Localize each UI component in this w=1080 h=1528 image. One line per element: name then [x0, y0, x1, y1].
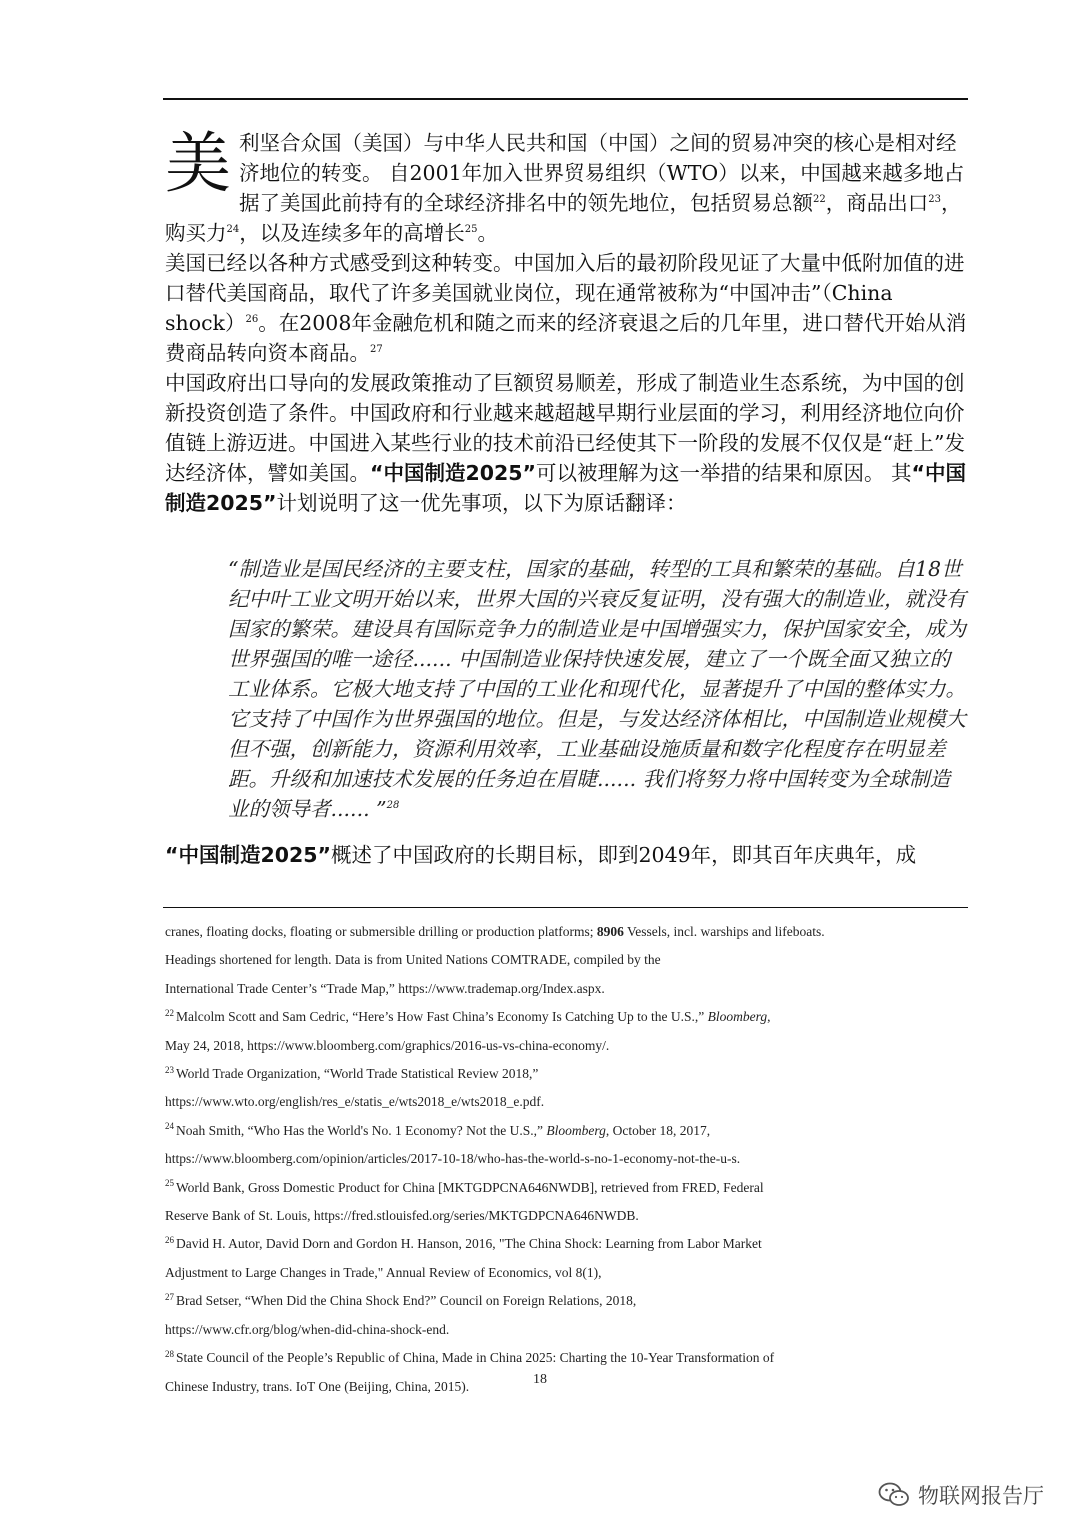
paragraph-1: 美利坚合众国（美国）与中华人民共和国（中国）之间的贸易冲突的核心是相对经济地位的转变。 自2001年加入世界贸易组织（WTO）以来，中国越来越多地占据了美国此前持有的全球经济排名中的领先地位，包括贸易总额$^{22}$，商品出口$^{23}$，购买力$^{24}$，以及连续多年的高增长$^{25}$。 — [165, 125, 965, 245]
footnotes — [165, 918, 967, 1401]
footnote-24: $^{24}$ Noah Smith, “Who Has the World's No. 1 Economy? Not the U.S.,” Bloomberg, October 18, 2017, — [165, 1121, 711, 1138]
footnote-ref[interactable]: 22 — [813, 194, 826, 206]
footnote-rule — [163, 907, 968, 908]
paragraph-4: “中国制造2025”概述了中国政府的长期目标，即到2049年，即其百年庆典年，成 — [165, 843, 917, 867]
footnote-27: $^{27}$ Brad Setser, “When Did the China Shock End?” Council on Foreign Relations, 2018, — [165, 1291, 637, 1309]
footnote-line: cranes, floating docks, floating or submersible drilling or production platforms; 8906 Vessels, incl. warships and lifeboats. — [165, 924, 825, 939]
footnote-28: $^{28}$ State Council of the People’s Republic of China, Made in China 2025: Charting the 10-Year Transformation of — [165, 1348, 775, 1366]
page-number: 18 — [533, 1372, 547, 1387]
footnote-line: Adjustment to Large Changes in Trade," Annual Review of Economics, vol 8(1), — [165, 1264, 602, 1280]
watermark-text: 物联网报告厅 — [918, 1484, 1044, 1508]
footnote-line[interactable]: Reserve Bank of St. Louis, https://fred.stlouisfed.org/series/MKTGDPCNA646NWDB. — [165, 1208, 639, 1224]
block-quote: “制造业是国民经济的主要支柱，国家的基础，转型的工具和繁荣的基础。自18世纪中叶工业文明开始以来，世界大国的兴衰反复证明，没有强大的制造业，就没有国家的繁荣。建设具有国际竞争力的制造业是中国增强实力，保护国家安全，成为世界强国的唯一途径...... 中国制造业保持快速发展，建立了一个既全面又独立的工业体系。它极大地支持了中国的工业化和现代化，显著提升了中国的整体实力。它支持了中国作为世界强国的地位。但是，与发达经济体相比，中国制造业规模大但不强，创新能力，资源利用效率，工业基础设施质量和数字化程度存在明显差距。升级和加速技术发展的任务迫在眉睫...... 我们将努力将中国转变为全球制造业的领导者...... ”$^{28}$ — [228, 557, 966, 821]
paragraph-3: 中国政府出口导向的发展政策推动了巨额贸易顺差，形成了制造业生态系统，为中国的创新投资创造了条件。中国政府和行业越来越超越早期行业层面的学习，利用经济地位向价值链上游迈进。中国进入某些行业的技术前沿已经使其下一阶段的发展不仅仅是“赶上”发达经济体，譬如美国。“中国制造2025”可以被理解为这一举措的结果和原因。 其“中国制造2025”计划说明了这一优先事项，以下为原话翻译： — [165, 371, 967, 515]
footnote-line[interactable]: https://www.wto.org/english/res_e/statis_e/wts2018_e/wts2018_e.pdf. — [165, 1094, 545, 1110]
drop-cap: 美 — [165, 125, 231, 202]
main-body — [165, 125, 967, 518]
paragraph-2: 美国已经以各种方式感受到这种转变。中国加入后的最初阶段见证了大量中低附加值的进口替代美国商品，取代了许多美国就业岗位，现在通常被称为“中国冲击”（China shock）$^{26}$。在2008年金融危机和随之而来的经济衰退之后的几年里，进口替代开始从消费商品转向资本商品。$^{27}$ — [165, 251, 967, 365]
made-in-china-2025-term: “中国制造2025” — [165, 843, 332, 867]
footnote-ref[interactable]: 25 — [464, 224, 478, 236]
footnote-line: Headings shortened for length. Data is from United Nations COMTRADE, compiled by the — [165, 952, 661, 968]
footnote-line: International Trade Center’s “Trade Map,” https://www.trademap.org/Index.aspx. — [165, 980, 605, 996]
footnote-line: Chinese Industry, trans. IoT One (Beijing, China, 2015). — [165, 1378, 470, 1394]
footnote-22: $^{22}$ Malcolm Scott and Sam Cedric, “Here’s How Fast China’s Economy Is Catching Up to the U.S.,” Bloomberg, — [165, 1007, 771, 1025]
made-in-china-2025-term: “中国制造2025” — [165, 461, 967, 515]
wechat-icon — [878, 1481, 910, 1509]
footnote-26: $^{26}$ David H. Autor, David Dorn and Gordon H. Hanson, 2016, "The China Shock: Learning from Labor Market — [165, 1234, 762, 1252]
header-rule — [163, 98, 968, 100]
watermark — [878, 1478, 1044, 1512]
made-in-china-2025-term: “中国制造2025” — [370, 461, 537, 485]
footnote-23: $^{23}$ World Trade Organization, “World Trade Statistical Review 2018,” — [165, 1064, 539, 1082]
footnote-line[interactable]: https://www.bloomberg.com/opinion/articles/2017-10-18/who-has-the-world-s-no-1-economy-not-the-u-s. — [165, 1151, 741, 1167]
footnote-ref[interactable]: 28 — [386, 800, 400, 812]
footnote-line[interactable]: https://www.cfr.org/blog/when-did-china-shock-end. — [165, 1321, 450, 1337]
footnote-ref[interactable]: 26 — [245, 314, 259, 326]
footnote-ref[interactable]: 24 — [226, 224, 240, 236]
footnote-line[interactable]: May 24, 2018, https://www.bloomberg.com/graphics/2016-us-vs-china-economy/. — [165, 1037, 610, 1053]
footnote-25: $^{25}$ World Bank, Gross Domestic Product for China [MKTGDPCNA646NWDB], retrieved from FRED, Federal — [165, 1178, 764, 1195]
footnote-ref[interactable]: 27 — [370, 344, 383, 356]
footnote-ref[interactable]: 23 — [928, 194, 941, 206]
